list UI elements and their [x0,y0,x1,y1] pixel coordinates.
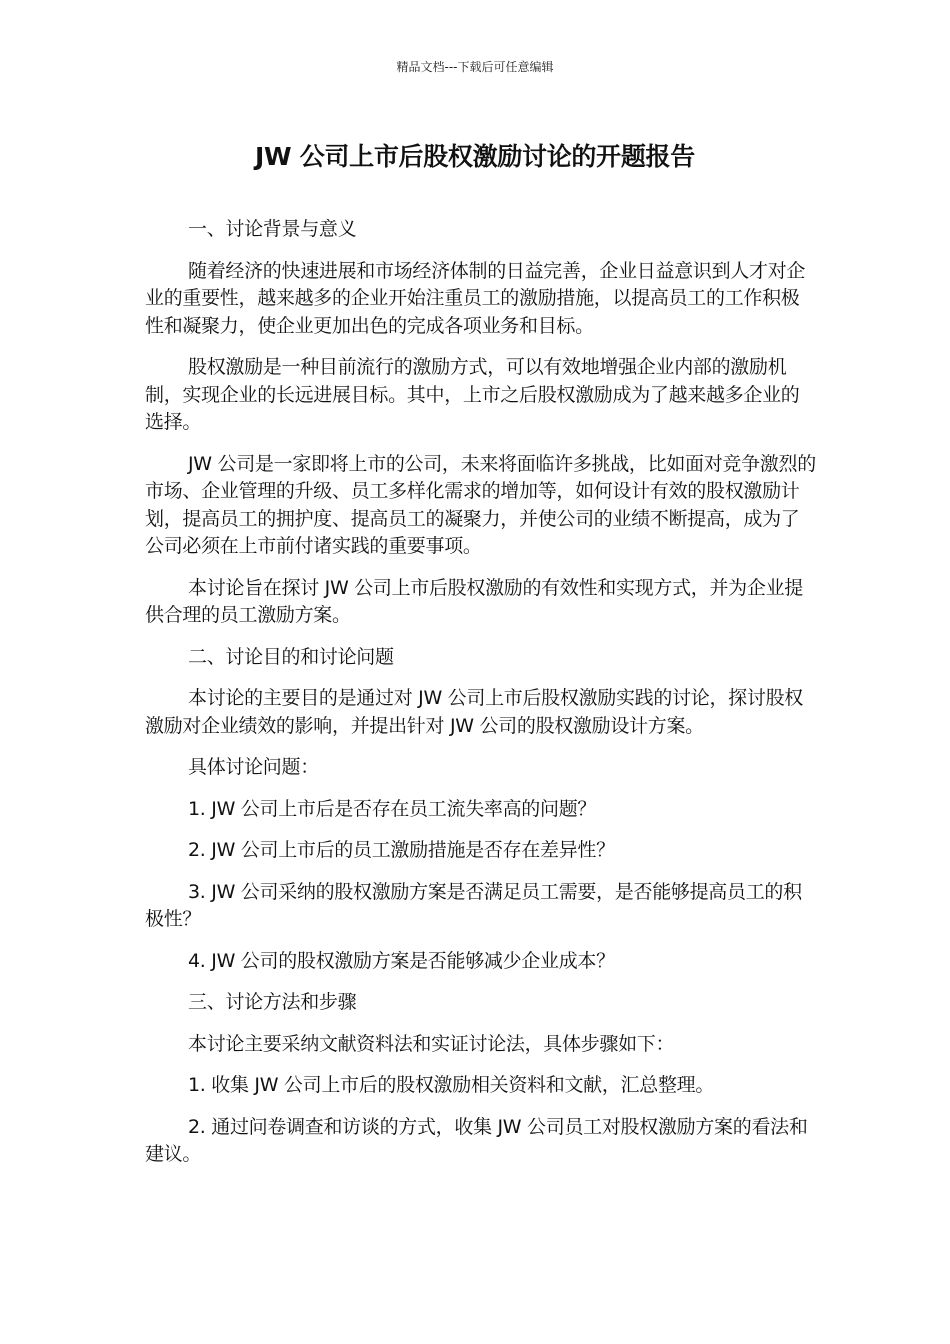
section-heading-background: 一、讨论背景与意义 [188,218,357,240]
document-title: JW 公司上市后股权激励讨论的开题报告 [255,142,695,171]
list-item: 3. JW 公司采纳的股权激励方案是否满足员工需要，是否能够提高员工的积极性？ [145,880,802,930]
paragraph: 随着经济的快速进展和市场经济体制的日益完善，企业日益意识到人才对企业的重要性，越来越多的企业开始注重员工的激励措施，以提高员工的工作积极性和凝聚力，使企业更加出色的完成各项业务和目标。 [145,259,806,337]
paragraph: 股权激励是一种目前流行的激励方式，可以有效地增强企业内部的激励机制，实现企业的长远进展目标。其中，上市之后股权激励成为了越来越多企业的选择。 [145,356,800,433]
list-item: 2. JW 公司上市后的员工激励措施是否存在差异性？ [188,839,615,861]
paragraph: 本讨论旨在探讨 JW 公司上市后股权激励的有效性和实现方式，并为企业提供合理的员工激励方案。 [145,576,803,626]
section-heading-method: 三、讨论方法和步骤 [188,991,357,1013]
header-note: 精品文档---下载后可任意编辑 [396,60,554,74]
paragraph: 本讨论的主要目的是通过对 JW 公司上市后股权激励实践的讨论，探讨股权激励对企业绩效的影响，并提出针对 JW 公司的股权激励设计方案。 [145,687,803,737]
list-item: 1. 收集 JW 公司上市后的股权激励相关资料和文献，汇总整理。 [188,1074,715,1096]
paragraph: JW 公司是一家即将上市的公司，未来将面临许多挑战，比如面对竞争激烈的市场、企业管理的升级、员工多样化需求的增加等，如何设计有效的股权激励计划，提高员工的拥护度、提高员工的凝聚力，并使公司的业绩不断提高，成为了公司必须在上市前付诸实践的重要事项。 [145,452,816,557]
paragraph: 具体讨论问题： [188,756,319,778]
section-heading-purpose: 二、讨论目的和讨论问题 [188,645,394,668]
list-item: 2. 通过问卷调查和访谈的方式，收集 JW 公司员工对股权激励方案的看法和建议。 [145,1115,808,1165]
list-item: 1. JW 公司上市后是否存在员工流失率高的问题？ [188,797,597,820]
document-body [145,216,817,1183]
paragraph: 本讨论主要采纳文献资料法和实证讨论法，具体步骤如下： [188,1032,675,1055]
list-item: 4. JW 公司的股权激励方案是否能够减少企业成本？ [188,949,615,972]
